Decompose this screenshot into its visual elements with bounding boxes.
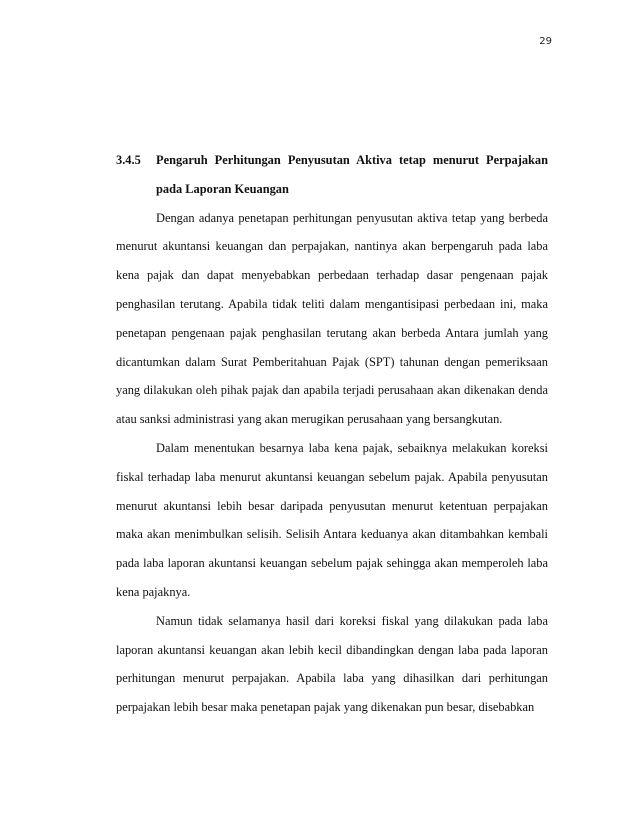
section-heading: [116, 146, 548, 175]
section-title-continued: pada Laporan Keuangan: [156, 181, 289, 196]
paragraph: Namun tidak selamanya hasil dari koreksi fiskal yang dilakukan pada laba laporan akuntansi keuangan akan lebih kecil dibandingkan dengan laba pada laporan perhitungan menurut perpajakan. Apabila laba yang dihasilkan dari perhitungan perpajakan lebih besar maka penetapan pajak yang dikenakan pun besar, disebabkan: [116, 613, 548, 715]
paragraph: Dengan adanya penetapan perhitungan penyusutan aktiva tetap yang berbeda menurut akuntansi keuangan dan perpajakan, nantinya akan berpengaruh pada laba kena pajak dan dapat menyebabkan perbedaan terhadap dasar pengenaan pajak penghasilan terutang. Apabila tidak teliti dalam mengantisipasi perbedaan ini, maka penetapan pengenaan pajak penghasilan terutang akan berbeda Antara jumlah yang dicantumkan dalam Surat Pemberitahuan Pajak (SPT) tahunan dengan pemeriksaan yang dilakukan oleh pihak pajak dan apabila terjadi perusahaan akan dikenakan denda atau sanksi administrasi yang akan merugikan perusahaan yang bersangkutan.: [116, 210, 548, 427]
section-title: Pengaruh Perhitungan Penyusutan Aktiva tetap menurut Perpajakan: [156, 153, 548, 167]
section-number: 3.4.5: [116, 153, 141, 167]
document-body: [116, 146, 548, 722]
page-number: 29: [539, 36, 552, 47]
paragraph: Dalam menentukan besarnya laba kena pajak, sebaiknya melakukan koreksi fiskal terhadap laba menurut akuntansi keuangan sebelum pajak. Apabila penyusutan menurut akuntansi lebih besar daripada penyusutan menurut ketentuan perpajakan maka akan menimbulkan selisih. Selisih Antara keduanya akan ditambahkan kembali pada laba laporan akuntansi keuangan sebelum pajak sehingga akan memperoleh laba kena pajaknya.: [116, 440, 548, 599]
